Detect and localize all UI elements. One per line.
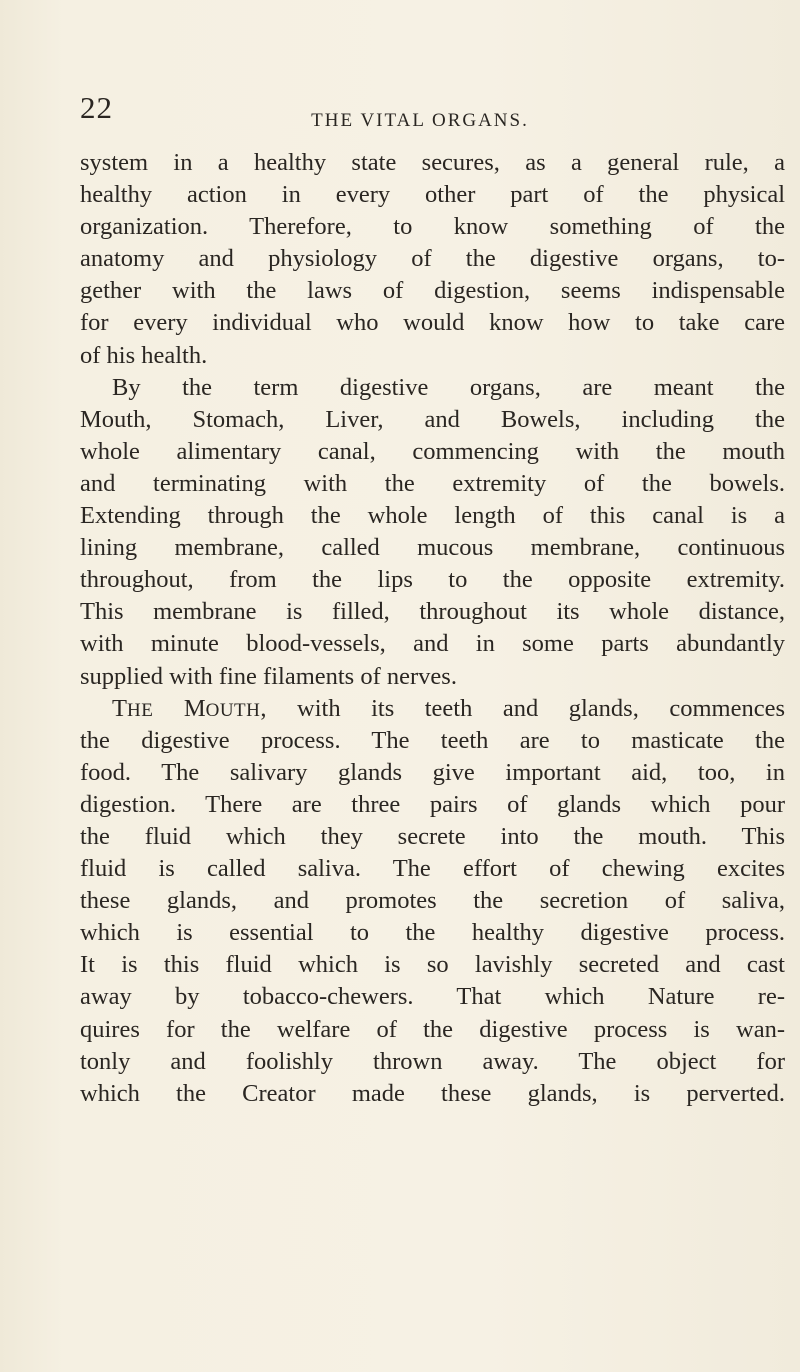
text-line: healthy action in every other part of the physical <box>80 181 785 209</box>
text-line: It is this fluid which is so lavishly secreted and cast <box>80 951 785 979</box>
text-line: quires for the welfare of the digestive process is wan- <box>80 1015 785 1043</box>
text-line: away by tobacco-chewers. That which Nature re- <box>80 983 785 1011</box>
text-line: for every individual who would know how to take care <box>80 309 785 337</box>
text-line: whole alimentary canal, commencing with the mouth <box>80 437 785 465</box>
text-line: which the Creator made these glands, is perverted. <box>80 1079 785 1107</box>
text-line: food. The salivary glands give important aid, too, in <box>80 758 785 786</box>
text-line: fluid is called saliva. The effort of chewing excites <box>80 855 785 883</box>
text-line: gether with the laws of digestion, seems indispensable <box>80 277 785 305</box>
body-text <box>80 147 785 1110</box>
smallcaps-rest: OUTH <box>205 699 261 721</box>
smallcaps-rest: HE <box>126 699 154 721</box>
text-line: Extending through the whole length of this canal is a <box>80 502 785 530</box>
smallcaps-initial: M <box>183 694 206 722</box>
text-line: with minute blood-vessels, and in some parts abundantly <box>80 630 785 658</box>
text-line: organization. Therefore, to know something of the <box>80 213 785 241</box>
smallcaps-initial: T <box>112 694 127 722</box>
text-line: digestion. There are three pairs of glands which pour <box>80 790 785 818</box>
text-line: the fluid which they secrete into the mouth. This <box>80 822 785 850</box>
text-line: which is essential to the healthy digestive process. <box>80 919 785 947</box>
text-line: lining membrane, called mucous membrane, continuous <box>80 534 785 562</box>
text-line: This membrane is filled, throughout its whole distance, <box>80 598 785 626</box>
text-line: the digestive process. The teeth are to masticate the <box>80 726 785 754</box>
paragraph-start-line: By the term digestive organs, are meant the <box>112 373 785 401</box>
line-remainder: , with its teeth and glands, commences <box>260 694 785 722</box>
text-line: system in a healthy state secures, as a general rule, a <box>80 149 785 176</box>
text-line: throughout, from the lips to the opposite extremity. <box>80 566 785 594</box>
text-line: of his health. <box>80 341 208 369</box>
page-number: 22 <box>80 90 113 125</box>
text-line: Mouth, Stomach, Liver, and Bowels, including the <box>80 405 785 433</box>
text-line: tonly and foolishly thrown away. The object for <box>80 1047 785 1075</box>
text-line: these glands, and promotes the secretion of saliva, <box>80 887 785 915</box>
paragraph-start-line <box>80 693 785 725</box>
running-head: THE VITAL ORGANS. <box>311 110 529 131</box>
text-line: supplied with fine filaments of nerves. <box>80 662 457 690</box>
text-line: anatomy and physiology of the digestive organs, to- <box>80 245 785 273</box>
text-line: and terminating with the extremity of the bowels. <box>80 469 785 497</box>
